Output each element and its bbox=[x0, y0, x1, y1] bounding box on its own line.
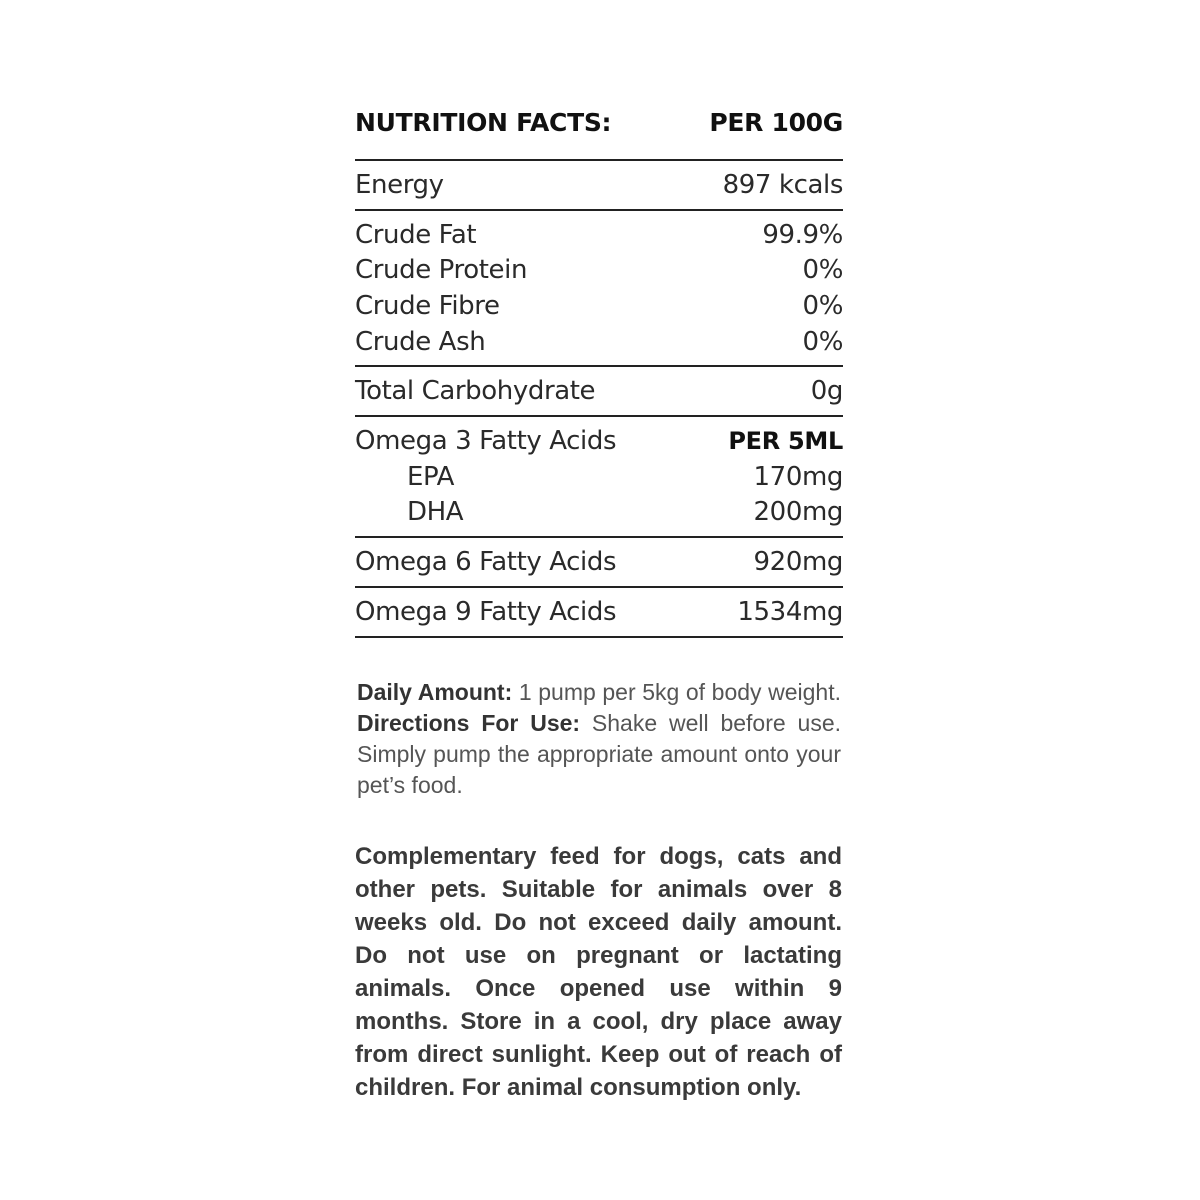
omega6-row bbox=[355, 544, 843, 580]
omega3-item-value: 170mg bbox=[753, 461, 843, 492]
omega3-item-label: DHA bbox=[407, 497, 464, 528]
nutrition-header bbox=[355, 108, 843, 150]
omega9-section bbox=[355, 586, 843, 636]
crude-row bbox=[355, 324, 843, 360]
directions-paragraph bbox=[357, 677, 841, 801]
omega3-section bbox=[355, 415, 843, 536]
omega6-section bbox=[355, 536, 843, 586]
carbohydrate-row bbox=[355, 373, 843, 409]
nutrition-title: NUTRITION FACTS: bbox=[355, 108, 612, 137]
crude-value: 0% bbox=[802, 290, 843, 321]
bottom-divider bbox=[355, 636, 843, 638]
omega3-row bbox=[355, 423, 843, 459]
crude-label: Crude Fibre bbox=[355, 290, 500, 321]
omega9-value: 1534mg bbox=[737, 596, 843, 627]
omega9-row bbox=[355, 594, 843, 630]
energy-row bbox=[355, 167, 843, 203]
crude-label: Crude Ash bbox=[355, 326, 486, 357]
crude-row bbox=[355, 252, 843, 288]
crude-value: 0% bbox=[802, 326, 843, 357]
carbohydrate-section bbox=[355, 365, 843, 415]
crude-row bbox=[355, 217, 843, 253]
directions-text: Shake well before use. Simply pump the appropriate amount onto your pet’s food. bbox=[357, 710, 841, 798]
energy-value: 897 kcals bbox=[722, 169, 843, 200]
nutrition-facts-panel bbox=[355, 108, 843, 638]
crude-label: Crude Protein bbox=[355, 255, 528, 286]
omega3-unit: PER 5ML bbox=[728, 426, 843, 455]
daily-amount-label: Daily Amount: bbox=[357, 679, 513, 705]
crude-label: Crude Fat bbox=[355, 219, 477, 250]
carbohydrate-value: 0g bbox=[810, 376, 843, 407]
nutrition-unit: PER 100G bbox=[709, 108, 843, 137]
omega3-label: Omega 3 Fatty Acids bbox=[355, 425, 617, 456]
energy-section bbox=[355, 159, 843, 209]
energy-label: Energy bbox=[355, 169, 444, 200]
omega3-item-value: 200mg bbox=[753, 497, 843, 528]
crude-row bbox=[355, 288, 843, 324]
carbohydrate-label: Total Carbohydrate bbox=[355, 376, 596, 407]
daily-amount-text: 1 pump per 5kg of body weight. bbox=[512, 679, 841, 705]
omega6-value: 920mg bbox=[753, 547, 843, 578]
omega9-label: Omega 9 Fatty Acids bbox=[355, 596, 617, 627]
crude-value: 0% bbox=[802, 255, 843, 286]
crude-section bbox=[355, 209, 843, 366]
omega3-item-row bbox=[355, 459, 843, 495]
omega3-item-row bbox=[355, 495, 843, 531]
directions-label: Directions For Use: bbox=[357, 710, 581, 736]
omega6-label: Omega 6 Fatty Acids bbox=[355, 547, 617, 578]
crude-value: 99.9% bbox=[762, 219, 843, 250]
omega3-item-label: EPA bbox=[407, 461, 455, 492]
warning-paragraph: Complementary feed for dogs, cats and other pets. Suitable for animals over 8 weeks old. Do not exceed daily amount. Do not use on pregnant or lactating animals. Once opened use within 9 months. Store in a cool, dry place away from direct sunlight. Keep out of reach of children. For animal consumption only. bbox=[355, 843, 842, 1101]
